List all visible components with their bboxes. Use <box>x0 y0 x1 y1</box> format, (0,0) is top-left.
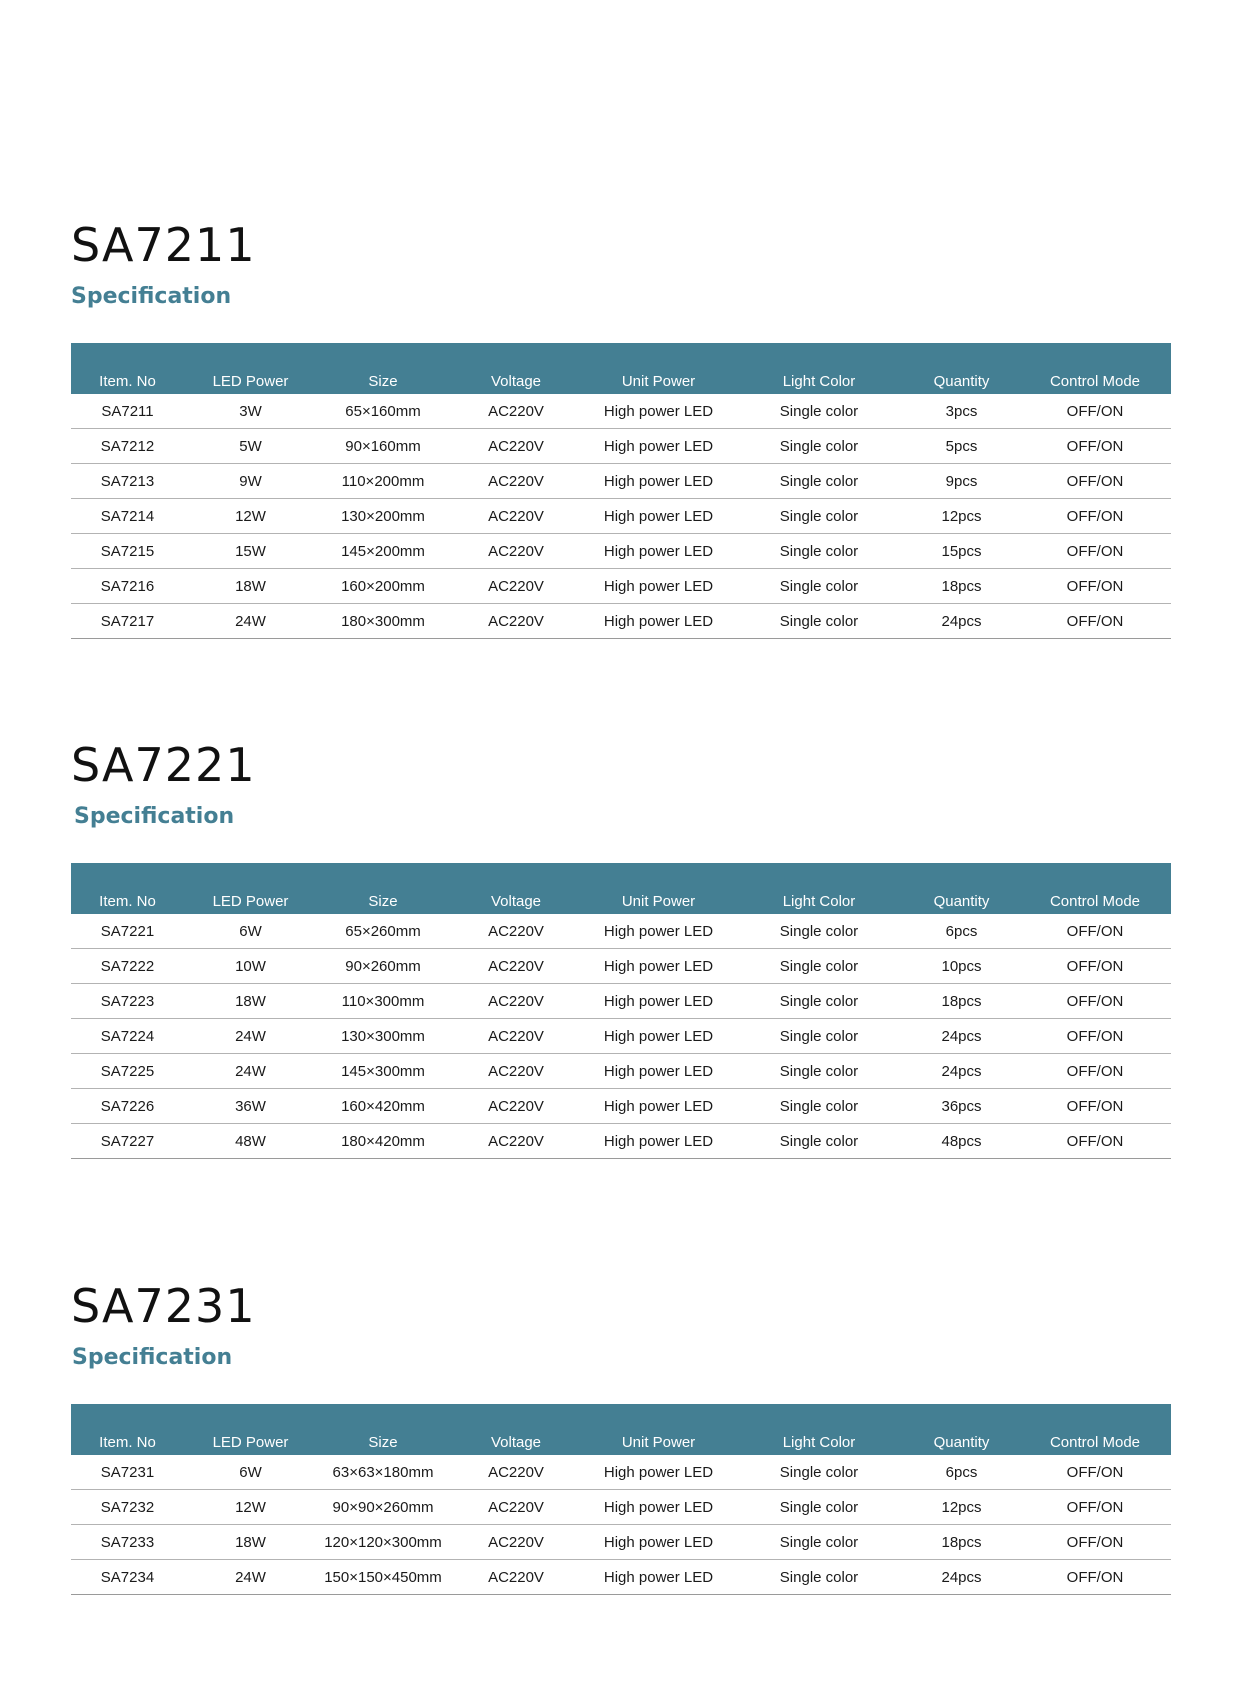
cell-led-power: 24W <box>184 1054 317 1089</box>
table-row <box>71 914 1171 949</box>
cell-control-mode: OFF/ON <box>1019 1124 1171 1159</box>
cell-item-no: SA7234 <box>71 1560 184 1595</box>
column-header-led-power: LED Power <box>212 373 289 390</box>
cell-item-no: SA7211 <box>71 394 184 429</box>
table-row <box>71 429 1171 464</box>
cell-item-no: SA7224 <box>71 1019 184 1054</box>
cell-item-no: SA7227 <box>71 1124 184 1159</box>
column-header-light-color: Light Color <box>782 373 856 390</box>
cell-size: 145×300mm <box>317 1054 449 1089</box>
cell-item-no: SA7215 <box>71 534 184 569</box>
cell-voltage: AC220V <box>449 499 583 534</box>
table-body <box>71 914 1171 1159</box>
cell-unit-power: High power LED <box>583 569 734 604</box>
column-header-unit-power: Unit Power <box>621 893 696 910</box>
cell-size: 130×300mm <box>317 1019 449 1054</box>
cell-size: 180×300mm <box>317 604 449 639</box>
column-header-item-no: Item. No <box>99 373 156 390</box>
column-header-item-no: Item. No <box>99 1434 156 1451</box>
column-header-control-mode: Control Mode <box>1049 1434 1141 1451</box>
cell-quantity: 18pcs <box>904 1525 1019 1560</box>
cell-quantity: 3pcs <box>904 394 1019 429</box>
cell-light-color: Single color <box>734 1124 904 1159</box>
cell-size: 110×200mm <box>317 464 449 499</box>
cell-led-power: 6W <box>184 914 317 949</box>
table-row <box>71 569 1171 604</box>
cell-quantity: 12pcs <box>904 499 1019 534</box>
cell-voltage: AC220V <box>449 1019 583 1054</box>
cell-voltage: AC220V <box>449 1525 583 1560</box>
cell-size: 65×260mm <box>317 914 449 949</box>
cell-size: 90×260mm <box>317 949 449 984</box>
cell-item-no: SA7232 <box>71 1490 184 1525</box>
cell-control-mode: OFF/ON <box>1019 464 1171 499</box>
cell-light-color: Single color <box>734 949 904 984</box>
cell-voltage: AC220V <box>449 569 583 604</box>
cell-led-power: 24W <box>184 604 317 639</box>
cell-item-no: SA7221 <box>71 914 184 949</box>
cell-control-mode: OFF/ON <box>1019 394 1171 429</box>
column-header-led-power: LED Power <box>212 1434 289 1451</box>
cell-size: 110×300mm <box>317 984 449 1019</box>
cell-unit-power: High power LED <box>583 984 734 1019</box>
model-title: SA7211 <box>71 218 256 272</box>
column-header-control-mode: Control Mode <box>1049 893 1141 910</box>
cell-control-mode: OFF/ON <box>1019 499 1171 534</box>
table-row <box>71 1525 1171 1560</box>
cell-led-power: 24W <box>184 1560 317 1595</box>
table-row <box>71 949 1171 984</box>
cell-led-power: 48W <box>184 1124 317 1159</box>
cell-light-color: Single color <box>734 984 904 1019</box>
column-header-quantity: Quantity <box>933 1434 990 1451</box>
cell-quantity: 36pcs <box>904 1089 1019 1124</box>
cell-light-color: Single color <box>734 1089 904 1124</box>
table-row <box>71 499 1171 534</box>
cell-size: 130×200mm <box>317 499 449 534</box>
cell-voltage: AC220V <box>449 984 583 1019</box>
cell-unit-power: High power LED <box>583 949 734 984</box>
cell-item-no: SA7225 <box>71 1054 184 1089</box>
cell-light-color: Single color <box>734 1560 904 1595</box>
cell-size: 150×150×450mm <box>317 1560 449 1595</box>
cell-control-mode: OFF/ON <box>1019 604 1171 639</box>
cell-item-no: SA7226 <box>71 1089 184 1124</box>
cell-item-no: SA7223 <box>71 984 184 1019</box>
cell-quantity: 18pcs <box>904 569 1019 604</box>
cell-unit-power: High power LED <box>583 1019 734 1054</box>
cell-voltage: AC220V <box>449 914 583 949</box>
cell-unit-power: High power LED <box>583 1054 734 1089</box>
column-header-item-no: Item. No <box>99 893 156 910</box>
cell-unit-power: High power LED <box>583 1490 734 1525</box>
cell-control-mode: OFF/ON <box>1019 1525 1171 1560</box>
spec-label: Specification <box>74 804 235 829</box>
cell-unit-power: High power LED <box>583 534 734 569</box>
cell-unit-power: High power LED <box>583 464 734 499</box>
cell-voltage: AC220V <box>449 949 583 984</box>
cell-led-power: 10W <box>184 949 317 984</box>
cell-voltage: AC220V <box>449 1089 583 1124</box>
cell-led-power: 3W <box>184 394 317 429</box>
cell-voltage: AC220V <box>449 604 583 639</box>
cell-light-color: Single color <box>734 569 904 604</box>
cell-size: 63×63×180mm <box>317 1455 449 1490</box>
column-header-unit-power: Unit Power <box>621 373 696 390</box>
spec-table <box>71 1404 1171 1595</box>
table-body <box>71 394 1171 639</box>
table-row <box>71 1455 1171 1490</box>
cell-control-mode: OFF/ON <box>1019 1054 1171 1089</box>
cell-light-color: Single color <box>734 1019 904 1054</box>
cell-voltage: AC220V <box>449 464 583 499</box>
cell-led-power: 18W <box>184 569 317 604</box>
cell-control-mode: OFF/ON <box>1019 1455 1171 1490</box>
cell-led-power: 36W <box>184 1089 317 1124</box>
cell-quantity: 24pcs <box>904 1054 1019 1089</box>
cell-quantity: 24pcs <box>904 1560 1019 1595</box>
table-row <box>71 604 1171 639</box>
cell-item-no: SA7216 <box>71 569 184 604</box>
cell-led-power: 9W <box>184 464 317 499</box>
cell-size: 160×200mm <box>317 569 449 604</box>
cell-light-color: Single color <box>734 1490 904 1525</box>
cell-light-color: Single color <box>734 604 904 639</box>
cell-voltage: AC220V <box>449 1124 583 1159</box>
cell-quantity: 10pcs <box>904 949 1019 984</box>
cell-control-mode: OFF/ON <box>1019 1560 1171 1595</box>
column-header-size: Size <box>368 893 398 910</box>
cell-quantity: 6pcs <box>904 914 1019 949</box>
cell-quantity: 15pcs <box>904 534 1019 569</box>
column-header-light-color: Light Color <box>782 893 856 910</box>
table-row <box>71 1124 1171 1159</box>
cell-light-color: Single color <box>734 1054 904 1089</box>
cell-unit-power: High power LED <box>583 499 734 534</box>
cell-quantity: 9pcs <box>904 464 1019 499</box>
cell-light-color: Single color <box>734 1455 904 1490</box>
cell-item-no: SA7214 <box>71 499 184 534</box>
table-header-row <box>71 863 1171 914</box>
column-header-control-mode: Control Mode <box>1049 373 1141 390</box>
cell-voltage: AC220V <box>449 1455 583 1490</box>
table-row <box>71 394 1171 429</box>
cell-item-no: SA7212 <box>71 429 184 464</box>
cell-item-no: SA7213 <box>71 464 184 499</box>
cell-voltage: AC220V <box>449 1054 583 1089</box>
cell-control-mode: OFF/ON <box>1019 534 1171 569</box>
column-header-led-power: LED Power <box>212 893 289 910</box>
cell-quantity: 48pcs <box>904 1124 1019 1159</box>
cell-light-color: Single color <box>734 914 904 949</box>
cell-size: 180×420mm <box>317 1124 449 1159</box>
cell-quantity: 24pcs <box>904 604 1019 639</box>
cell-voltage: AC220V <box>449 394 583 429</box>
cell-control-mode: OFF/ON <box>1019 984 1171 1019</box>
cell-size: 120×120×300mm <box>317 1525 449 1560</box>
cell-led-power: 18W <box>184 1525 317 1560</box>
cell-light-color: Single color <box>734 394 904 429</box>
cell-led-power: 24W <box>184 1019 317 1054</box>
column-header-light-color: Light Color <box>782 1434 856 1451</box>
cell-unit-power: High power LED <box>583 1455 734 1490</box>
cell-unit-power: High power LED <box>583 1124 734 1159</box>
cell-light-color: Single color <box>734 464 904 499</box>
column-header-voltage: Voltage <box>490 893 542 910</box>
cell-size: 65×160mm <box>317 394 449 429</box>
spec-label: Specification <box>71 284 232 309</box>
cell-quantity: 5pcs <box>904 429 1019 464</box>
table-row <box>71 1054 1171 1089</box>
cell-unit-power: High power LED <box>583 429 734 464</box>
cell-led-power: 15W <box>184 534 317 569</box>
table-body <box>71 1455 1171 1595</box>
cell-size: 160×420mm <box>317 1089 449 1124</box>
cell-unit-power: High power LED <box>583 1089 734 1124</box>
model-title: SA7231 <box>71 1279 256 1333</box>
column-header-unit-power: Unit Power <box>621 1434 696 1451</box>
cell-item-no: SA7233 <box>71 1525 184 1560</box>
cell-unit-power: High power LED <box>583 394 734 429</box>
table-header-row <box>71 343 1171 394</box>
table-row <box>71 1089 1171 1124</box>
cell-led-power: 6W <box>184 1455 317 1490</box>
cell-control-mode: OFF/ON <box>1019 1089 1171 1124</box>
cell-light-color: Single color <box>734 534 904 569</box>
cell-unit-power: High power LED <box>583 1560 734 1595</box>
column-header-size: Size <box>368 373 398 390</box>
table-row <box>71 534 1171 569</box>
table-row <box>71 464 1171 499</box>
spec-table <box>71 863 1171 1159</box>
cell-quantity: 24pcs <box>904 1019 1019 1054</box>
cell-light-color: Single color <box>734 429 904 464</box>
cell-item-no: SA7217 <box>71 604 184 639</box>
cell-size: 90×90×260mm <box>317 1490 449 1525</box>
cell-quantity: 12pcs <box>904 1490 1019 1525</box>
spec-label: Specification <box>72 1345 233 1370</box>
cell-voltage: AC220V <box>449 1490 583 1525</box>
column-header-voltage: Voltage <box>490 373 542 390</box>
table-row <box>71 1560 1171 1595</box>
cell-unit-power: High power LED <box>583 604 734 639</box>
column-header-quantity: Quantity <box>933 373 990 390</box>
cell-light-color: Single color <box>734 499 904 534</box>
table-row <box>71 1019 1171 1054</box>
cell-control-mode: OFF/ON <box>1019 429 1171 464</box>
table-row <box>71 984 1171 1019</box>
cell-control-mode: OFF/ON <box>1019 1490 1171 1525</box>
cell-item-no: SA7222 <box>71 949 184 984</box>
cell-light-color: Single color <box>734 1525 904 1560</box>
cell-led-power: 12W <box>184 1490 317 1525</box>
cell-size: 90×160mm <box>317 429 449 464</box>
cell-led-power: 12W <box>184 499 317 534</box>
cell-voltage: AC220V <box>449 429 583 464</box>
table-header-row <box>71 1404 1171 1455</box>
cell-unit-power: High power LED <box>583 914 734 949</box>
cell-led-power: 5W <box>184 429 317 464</box>
column-header-voltage: Voltage <box>490 1434 542 1451</box>
spec-table <box>71 343 1171 639</box>
column-header-quantity: Quantity <box>933 893 990 910</box>
cell-control-mode: OFF/ON <box>1019 914 1171 949</box>
table-row <box>71 1490 1171 1525</box>
cell-control-mode: OFF/ON <box>1019 1019 1171 1054</box>
cell-quantity: 6pcs <box>904 1455 1019 1490</box>
cell-control-mode: OFF/ON <box>1019 949 1171 984</box>
cell-quantity: 18pcs <box>904 984 1019 1019</box>
cell-unit-power: High power LED <box>583 1525 734 1560</box>
cell-size: 145×200mm <box>317 534 449 569</box>
cell-control-mode: OFF/ON <box>1019 569 1171 604</box>
model-title: SA7221 <box>71 738 256 792</box>
cell-voltage: AC220V <box>449 1560 583 1595</box>
cell-voltage: AC220V <box>449 534 583 569</box>
cell-led-power: 18W <box>184 984 317 1019</box>
column-header-size: Size <box>368 1434 398 1451</box>
cell-item-no: SA7231 <box>71 1455 184 1490</box>
